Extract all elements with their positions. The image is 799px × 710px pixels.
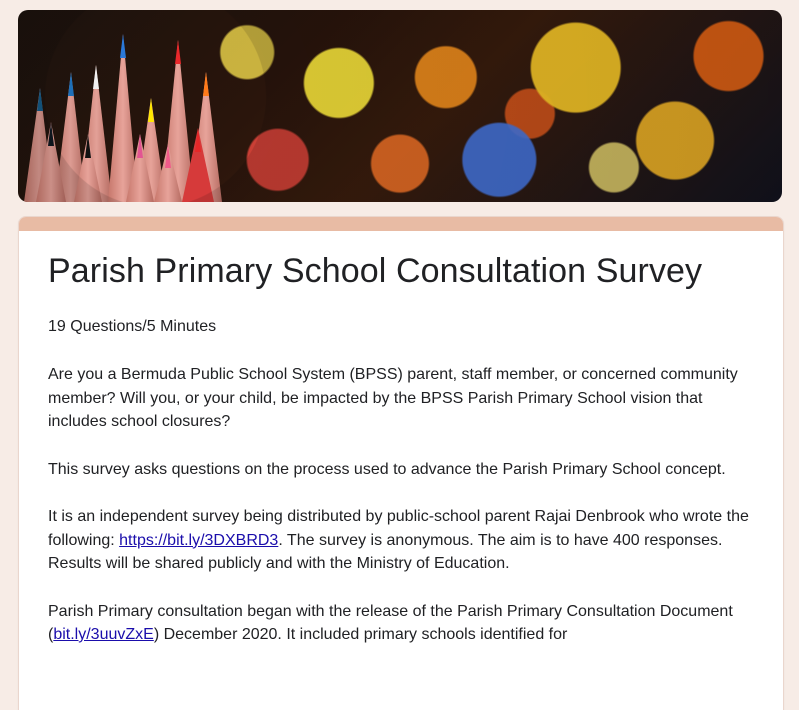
form-description-card: [18, 216, 784, 710]
form-content: [48, 245, 753, 663]
author-writing-link[interactable]: https://bit.ly/3DXBRD3: [119, 531, 279, 549]
survey-distribution-paragraph: [48, 505, 753, 576]
paragraph3-text-before-link: It is an independent survey being distributed by public-school parent Rajai Denbrook who wrote the following:: [48, 508, 749, 549]
paragraph3-text-after-link: . The survey is anonymous. The aim is to have 400 responses. Results will be shared publicly and with the Ministry of Education.: [48, 531, 723, 572]
card-accent-bar: [19, 217, 783, 231]
survey-purpose-paragraph: This survey asks questions on the process used to advance the Parish Primary School concept.: [48, 460, 726, 478]
header-banner-image: [18, 10, 782, 202]
intro-paragraph: Are you a Bermuda Public School System (BPSS) parent, staff member, or concerned community member? Will you, or your child, be impacted by the BPSS Parish Primary School vision that includes school closures?: [48, 366, 738, 430]
consultation-history-paragraph: [48, 600, 753, 647]
question-count-and-duration: 19 Questions/5 Minutes: [48, 318, 217, 335]
colored-pencils-illustration: [18, 10, 258, 202]
paragraph4-text-after-link: ) December 2020. It included primary schools identified for: [153, 626, 568, 643]
paragraph4-text-before-link: Parish Primary consultation began with the release of the Parish Primary Consultation Document (: [48, 602, 733, 643]
form-title: Parish Primary School Consultation Survey: [48, 252, 703, 290]
consultation-document-link[interactable]: bit.ly/3uuvZxE: [53, 626, 154, 643]
